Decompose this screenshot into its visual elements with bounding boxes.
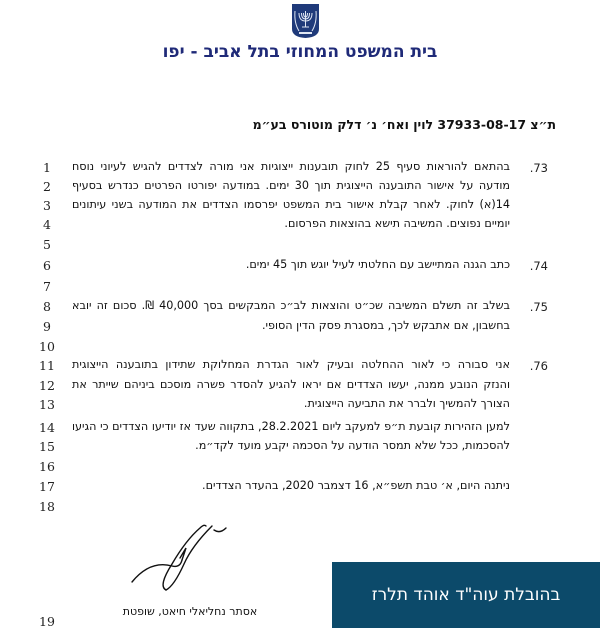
- attribution-banner: בהובלת עוה"ד אוהד תלרז: [332, 562, 600, 628]
- line-number: 5: [43, 237, 51, 252]
- paragraph-line: מודעה על אישור התובענה הייצוגית תוך 30 ימים. במודעה יפורטו הפרטים כנדרש בסעיף: [72, 179, 510, 192]
- line-number: 18: [39, 499, 55, 514]
- state-emblem-icon: [291, 3, 320, 39]
- paragraph-number: .76: [529, 359, 548, 373]
- paragraph-number: .74: [529, 259, 548, 273]
- line-number: 11: [39, 358, 55, 373]
- line-number: 12: [39, 378, 55, 393]
- paragraph-line: בשלב זה תשלם המשיבה שכ״ט והוצאות לב״כ המבקשים בסך 40,000 ₪. סכום זה יובא: [72, 299, 510, 312]
- paragraph-line: 14(א) לחוק. לאחר קבלת אישור בית המשפט יפרסמו הצדדים את המודעה בשני עיתונים: [72, 198, 510, 211]
- paragraph-line: אני סבורה כי לאור ההחלטה ובעיק לאור הגדרת המחלוקת שתידון בתובענה הייצוגית: [72, 358, 510, 371]
- line-number: 16: [39, 459, 55, 474]
- paragraph-line: להסכמות, ככל שלא תמסר הודעה על הסכמה יקבע מועד לקד״מ.: [195, 439, 510, 452]
- line-number: 8: [43, 299, 51, 314]
- paragraph-line: כתב הגנה המתיישב עם החלטתי לעיל יוגש תוך 45 ימים.: [245, 258, 510, 271]
- line-number: 6: [43, 258, 51, 273]
- line-number: 7: [43, 279, 51, 294]
- paragraph-line: בהתאם להוראות סעיף 25 לחוק תובענות ייצוגיות אני מורה לצדדים להגיש לעיוני נוסח: [72, 160, 510, 173]
- line-number: 14: [39, 420, 55, 435]
- judge-name: אסתר נחליאלי חיאט, שופטת: [122, 605, 258, 618]
- paragraph-number: .73: [529, 161, 548, 175]
- line-number: 13: [39, 397, 55, 412]
- line-number: 4: [43, 217, 51, 232]
- paragraph-line: למען הזהירות קובעת ת״פ למעקב ליום 28.2.2021, בתקווה שעד אז יודיעו הצדדים כי הגיעו: [72, 420, 510, 433]
- line-number: 3: [43, 198, 51, 213]
- line-number: 15: [39, 439, 55, 454]
- paragraph-line: והנזק הנובע ממנה, יעשו הצדדים אם יראו להגיע להסדר פשרה מוסכם ביניהם שייתר את: [72, 378, 510, 391]
- paragraph-number: .75: [529, 300, 548, 314]
- paragraph-line: הצורך להמשיך ולברר את התביעה הייצוגית.: [303, 397, 510, 410]
- paragraph-line: יומיים נפוצים. המשיבה תישא בהוצאות הפרסום.: [284, 217, 510, 230]
- line-number: 2: [43, 179, 51, 194]
- handwritten-signature-icon: [130, 520, 240, 595]
- given-date: ניתנה היום, א׳ טבת תשפ״א, 16 דצמבר 2020, בהעדר הצדדים.: [202, 479, 510, 492]
- line-number: 9: [43, 319, 51, 334]
- paragraph-line: בחשבון, אם אתבקש לכך, במסגרת פסק הדין הסופי.: [261, 319, 510, 332]
- line-number: 19: [39, 614, 55, 629]
- line-number: 17: [39, 479, 55, 494]
- case-title: ת״צ 37933-08-17 לוין ואח׳ נ׳ דלק מוטורס בע״מ: [252, 117, 556, 132]
- line-number: 1: [43, 160, 51, 175]
- court-name: בית המשפט המחוזי בתל אביב - יפו: [162, 42, 438, 62]
- line-number: 10: [39, 339, 55, 354]
